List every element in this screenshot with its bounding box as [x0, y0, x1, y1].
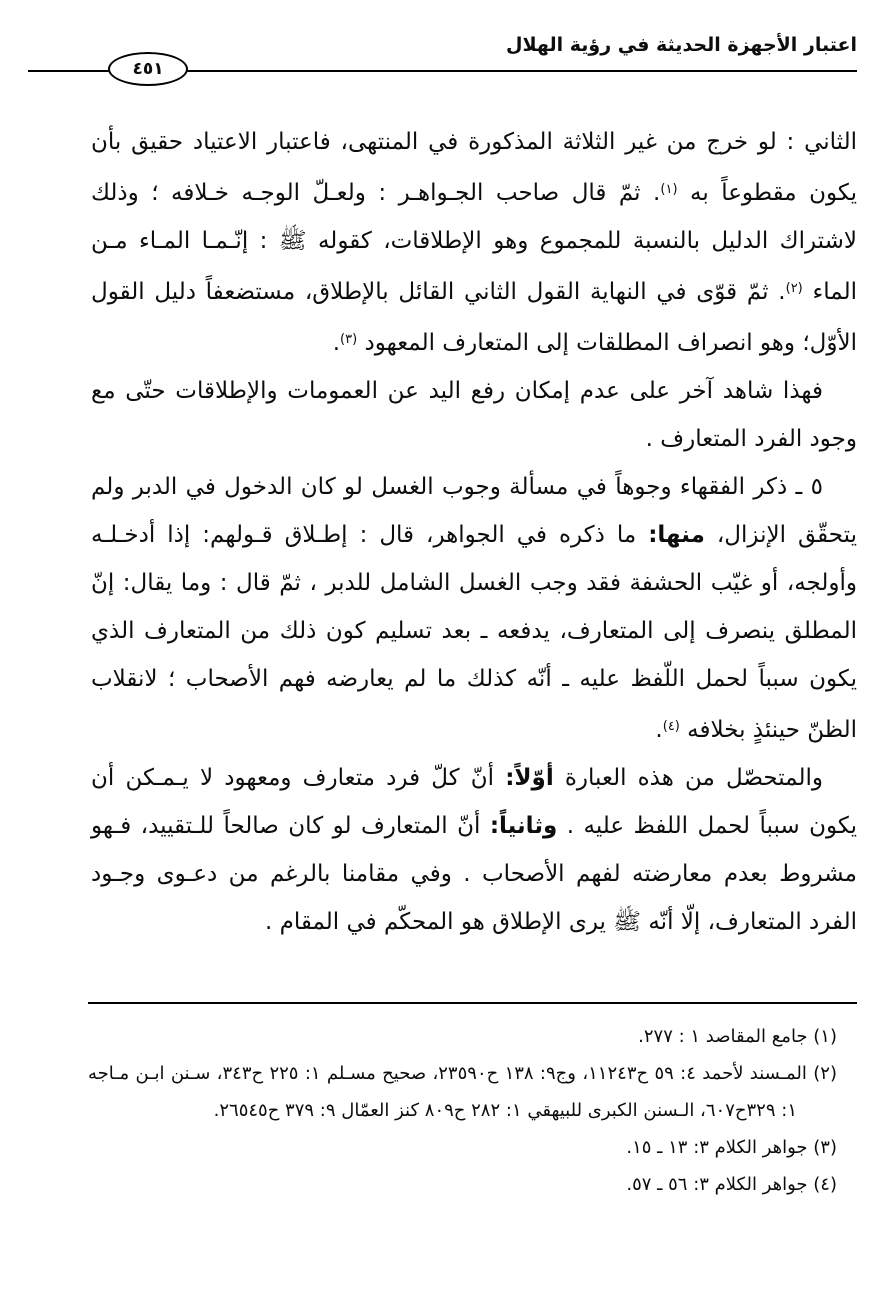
text-segment: . ثمّ قوّى في النهاية القول الثاني القائل بالإطلاق، مستضعفاً دليل القول الأوّل؛ وهو انصراف المطلقات إلى المتعارف المعهود — [91, 279, 857, 356]
text-segment: ٥ ـ ذكر الفقهاء وجوهاً في مسألة وجوب الغسل لو كان الدخول في الدبر ولم يتحقّق الإنزال، — [91, 474, 857, 548]
running-head-title: اعتبار الأجهزة الحديثة في رؤية الهلال — [506, 34, 857, 56]
footnote: (٣) جواهر الكلام ٣: ١٣ ـ ١٥. — [626, 1137, 837, 1158]
text-segment: . — [655, 717, 663, 743]
body-paragraphs — [91, 118, 857, 946]
footnotes-section — [88, 1002, 857, 1203]
text-segment: وثانياً: — [489, 813, 558, 839]
page-number-badge — [108, 52, 188, 86]
footnote-ref: (٤) — [662, 719, 680, 734]
text-segment: . — [332, 330, 341, 356]
text-segment: الثاني : لو خرج من غير الثلاثة المذكورة في المنتهى، فاعتبار الاعتياد حقيق بأن يكون مقطوعاً به — [91, 129, 857, 206]
footnote: (٢) المـسند لأحمد ٤: ٥٩ ح١١٢٤٣، وج٩: ١٣٨ ح٢٣٥٩٠، صحيح مسـلم ١: ٢٢٥ ح٣٤٣، سـنن ابـن مـاجه ١: ٣٢٩ح٦٠٧، الـسنن الكبرى للبيهقي ١: ٢٨٢ ح٨٠٩ كنز العمّال ٩: ٣٧٩ ح٢٦٥٤٥. — [88, 1063, 837, 1121]
footnote: (١) جامع المقاصد ١ : ٢٧٧. — [638, 1026, 837, 1047]
text-segment: ما ذكره في الجواهر، قال : إطـلاق قـولهم: إذا أدخـلـه وأولجه، أو غيّب الحشفة فقد وجب الغسل الشامل للدبر ، ثمّ قال : وما يقال: إنّ المطلق ينصرف إلى المتعارف، يدفعه ـ بعد تسليم كون ذلك من المتعارف الذي يكون سبباً لحمل اللّفظ عليه ـ أنّه كذلك ما لم يعارضه فهم الأصحاب ؛ لانقلاب الظنّ حينئذٍ بخلافه — [91, 522, 857, 743]
footnote-ref: (٢) — [785, 281, 803, 296]
text-segment: أوّلاً: — [505, 765, 554, 791]
paragraph — [91, 118, 857, 367]
text-segment: أنّ كلّ فرد متعارف ومعهود لا يـمـكن أن يكون سبباً لحمل اللفظ عليه . — [91, 765, 858, 839]
paragraph — [91, 367, 857, 463]
footnote-ref: (٣) — [340, 332, 358, 347]
page-number: ٤٥١ — [132, 59, 164, 79]
paragraph — [91, 754, 857, 946]
text-segment: منها: — [648, 522, 705, 548]
footnotes-list — [88, 1018, 857, 1203]
text-segment: فهذا شاهد آخر على عدم إمكان رفع اليد عن العمومات والإطلاقات حتّى مع وجود الفرد المتعارف . — [91, 378, 857, 452]
footnote: (٤) جواهر الكلام ٣: ٥٦ ـ ٥٧. — [626, 1174, 837, 1195]
paragraph — [91, 463, 857, 754]
text-segment: والمتحصّل من هذه العبارة — [553, 765, 823, 791]
page-header — [28, 0, 857, 79]
text-segment: أنّ المتعارف لو كان صالحاً للـتقييد، فـهو مشروط بعدم معارضته لفهم الأصحاب . وفي مقامنا بالرغم من دعـوى وجـود الفرد المتعارف، إلّا أنّه ﷺ يرى الإطلاق هو المحكّم في المقام . — [91, 813, 857, 935]
footnote-ref: (١) — [660, 182, 678, 197]
text-segment: . ثمّ قال صاحب الجـواهـر : ولعـلّ الوجـه خـلافه ؛ وذلك لاشتراك الدليل بالنسبة للمجموع وهو الإطلاقات، كقوله ﷺ : إنّـمـا المـاء مـن الماء — [91, 180, 857, 305]
